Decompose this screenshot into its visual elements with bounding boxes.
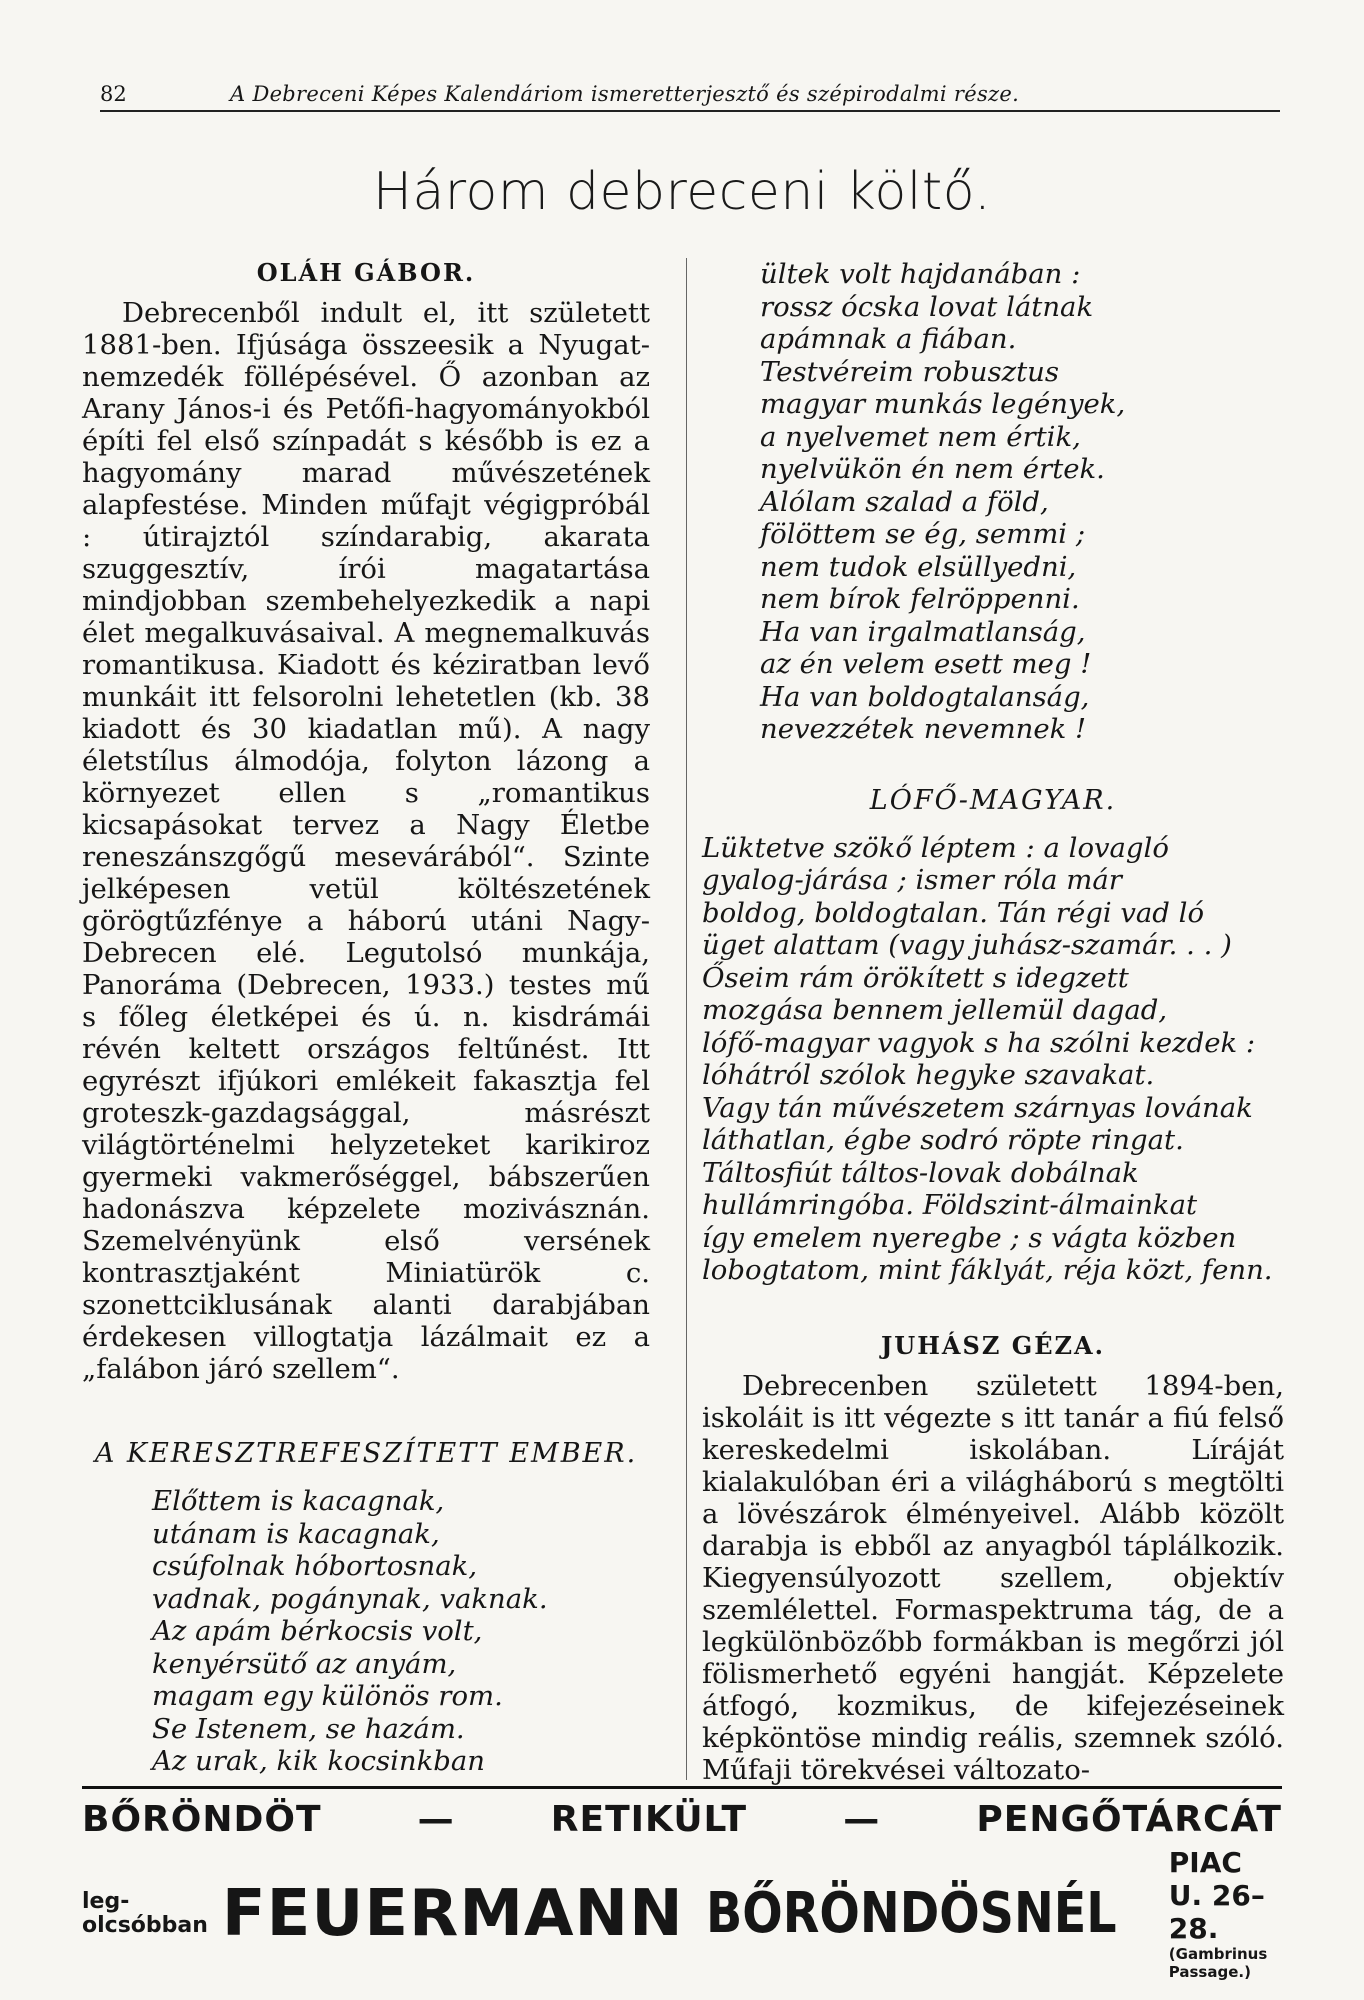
column-divider bbox=[686, 258, 687, 1780]
ad-dash: — bbox=[417, 1799, 455, 1840]
ad-cheapest-top: leg- bbox=[82, 1888, 130, 1914]
right-column bbox=[702, 258, 1284, 1786]
author-heading-juhasz: JUHÁSZ GÉZA. bbox=[880, 1330, 1106, 1360]
poem-line: utánam is kacagnak, bbox=[152, 1517, 440, 1550]
poem-lofo-magyar bbox=[702, 832, 1284, 1287]
poem-line: Alólam szalad a föld, bbox=[760, 485, 1049, 518]
poem-line: Ha van boldogtalanság, bbox=[760, 680, 1090, 713]
ad-product-line bbox=[82, 1789, 1282, 1846]
olah-biography: Debrecenből indult el, itt született 1881-ben. Ifjúsága összeesik a Nyugat-nemzedék föllépésével. Ő azonban az Arany János-i és Petőfi-hagyományokból építi fel első színpadát s később is ez a hagyomány marad művészetének alapfestése. Minden műfajt végigpróbál : útirajztól színdarabig, akarata szuggesztív, írói magatartása mindjobban szembehelyezkedik a napi élet megalkuvásaival. A megnemalkuvás romantikusa. Kiadott és kéziratban levő munkáit itt felsorolni lehetetlen (kb. 38 kiadott és 30 kiadatlan mű). A nagy életstílus álmodója, folyton lázong a környezet ellen s „romantikus kicsapásokat tervez a Nagy Életbe reneszánszgőgű mesevárából“. Szinte jelképesen vetül költészetének görögtűzfénye a háború utáni Nagy-Debrecen elé. Legutolsó munkája, Panoráma (Debrecen, 1933.) testes mű s főleg életképei és ú. n. kisdrámái révén keltett országos feltűnést. Itt egyrészt ifjúkori emlékeit fakasztja fel groteszk-gazdagsággal, másrészt világtörténelmi helyzeteket karikiroz gyermeki vakmerőséggel, bábszerűen hadonászva képzelete mozivásznán. Szemelvényünk első versének kontrasztjaként Miniatürök c. szonettciklusának alanti darabjában érdekesen villogtatja lázálmait ez a „falábon járó szellem“. bbox=[82, 297, 650, 1385]
poem-line: fölöttem se ég, semmi ; bbox=[760, 518, 1086, 550]
poem-line: apámnak a fiában. bbox=[760, 323, 1017, 355]
poem-line: láthatlan, égbe sodró röpte ringat. bbox=[702, 1124, 1184, 1156]
poem-line: a nyelvemet nem értik, bbox=[760, 420, 1081, 453]
ad-passage: (Gambrinus Passage.) bbox=[1168, 1945, 1268, 1981]
poem-line: magam egy különös rom. bbox=[152, 1680, 503, 1712]
page-title: Három debreceni költő. bbox=[372, 162, 992, 222]
poem-line: vadnak, pogánynak, vaknak. bbox=[152, 1582, 548, 1615]
ad-product-suitcase: BŐRÖNDÖT bbox=[82, 1799, 322, 1840]
ad-cheapest-bottom: olcsóbban bbox=[82, 1912, 208, 1938]
poem-line: lóhátról szólok hegyke szavakat. bbox=[702, 1059, 1155, 1091]
ad-shop-type: BŐRÖNDÖSNÉL bbox=[705, 1881, 1117, 1946]
page-header bbox=[100, 74, 1280, 112]
ad-product-handbag: RETIKÜLT bbox=[550, 1799, 748, 1840]
poem-line: nem tudok elsüllyedni, bbox=[760, 550, 1077, 583]
juhasz-biography: Debrecenben született 1894-ben, iskoláit is itt végezte s itt tanár a fiú felső kereskedelmi iskolában. Líráját kialakulóban éri a világháború s megtölti a lövészárok élményeivel. Alább közölt darabja is ebből az anyagból táplálkozik. Kiegyensúlyozott szellem, objektív szemlélettel. Formaspektruma tág, de a legkülönbözőbb formákban is megőrzi jól fölismerhető egyéni hangját. Képzelete átfogó, kozmikus, de kifejezéseinek képköntöse mindig reális, szemnek szóló. Műfaji törekvései változato- bbox=[702, 1369, 1284, 1786]
poem-line: kenyérsütő az anyám, bbox=[152, 1647, 457, 1680]
ad-street: PIAC U. 26–28. bbox=[1168, 1846, 1265, 1945]
left-column bbox=[82, 258, 650, 1778]
poem-line: csúfolnak hóbortosnak, bbox=[152, 1550, 478, 1582]
poem-line: Az apám bérkocsis volt, bbox=[152, 1615, 483, 1647]
ad-product-wallet: PENGŐTÁRCÁT bbox=[976, 1799, 1282, 1840]
poem-line: az én velem esett meg ! bbox=[760, 648, 1092, 680]
poem-line: Őseim rám örökített s idegzett bbox=[702, 961, 1129, 994]
poem-line: magyar munkás legények, bbox=[760, 388, 1126, 420]
poem-line: nyelvükön én nem értek. bbox=[760, 453, 1105, 485]
poem-line: Se Istenem, se hazám. bbox=[152, 1712, 465, 1745]
poem-keresztrefeszitett-part1 bbox=[82, 1485, 650, 1778]
poem-line: Táltosfiút táltos-lovak dobálnak bbox=[702, 1156, 1139, 1189]
ad-address bbox=[1169, 1846, 1282, 1981]
poem-line: Vagy tán művészetem szárnyas lovának bbox=[702, 1091, 1253, 1124]
poem-keresztrefeszitett-part2 bbox=[702, 258, 1284, 746]
poem-line: nevezzétek nevemnek ! bbox=[760, 713, 1087, 745]
poem-line: Testvéreim robusztus bbox=[760, 355, 1059, 388]
poem-line: lófő-magyar vagyok s ha szólni kezdek : bbox=[702, 1026, 1256, 1059]
poem-line: így emelem nyeregbe ; s vágta közben bbox=[702, 1221, 1237, 1254]
poem-title-lofo-magyar: LÓFŐ-MAGYAR. bbox=[869, 784, 1117, 816]
poem-line: mozgása bennem jellemül dagad, bbox=[702, 994, 1168, 1026]
poem-line: nem bírok felröppenni. bbox=[760, 583, 1080, 615]
page-number: 82 bbox=[100, 82, 127, 106]
poem-line: Az urak, kik kocsinkban bbox=[152, 1745, 485, 1777]
poem-line: boldog, boldogtalan. Tán régi vad ló bbox=[702, 896, 1204, 929]
poem-line: üget alattam (vagy juhász-szamár. . . ) bbox=[702, 929, 1232, 961]
ad-dash: — bbox=[843, 1799, 881, 1840]
poem-line: Előttem is kacagnak, bbox=[152, 1485, 445, 1517]
poem-line: Lüktetve szökő léptem : a lovagló bbox=[702, 831, 1169, 864]
poem-line: hullámringóba. Földszint-álmainkat bbox=[702, 1189, 1198, 1221]
ad-shop-line bbox=[82, 1846, 1282, 1981]
running-title: A Debreceni Képes Kalendáriom ismeretterjesztő és szépirodalmi része. bbox=[230, 82, 1020, 106]
poem-line: gyalog-járása ; ismer róla már bbox=[702, 864, 1122, 896]
poem-line: ültek volt hajdanában : bbox=[760, 258, 1081, 290]
ad-shop-owner: FEUERMANN bbox=[221, 1876, 684, 1951]
poem-line: rossz ócska lovat látnak bbox=[760, 290, 1094, 323]
author-heading-olah: OLÁH GÁBOR. bbox=[256, 258, 476, 287]
advertisement bbox=[82, 1786, 1282, 1981]
poem-title-keresztrefeszitett: A KERESZTREFESZÍTETT EMBER. bbox=[94, 1438, 638, 1469]
poem-line: lobogtatom, mint fáklyát, réja közt, fenn. bbox=[702, 1254, 1273, 1286]
poem-line: Ha van irgalmatlanság, bbox=[760, 615, 1086, 648]
ad-cheapest bbox=[82, 1890, 208, 1938]
